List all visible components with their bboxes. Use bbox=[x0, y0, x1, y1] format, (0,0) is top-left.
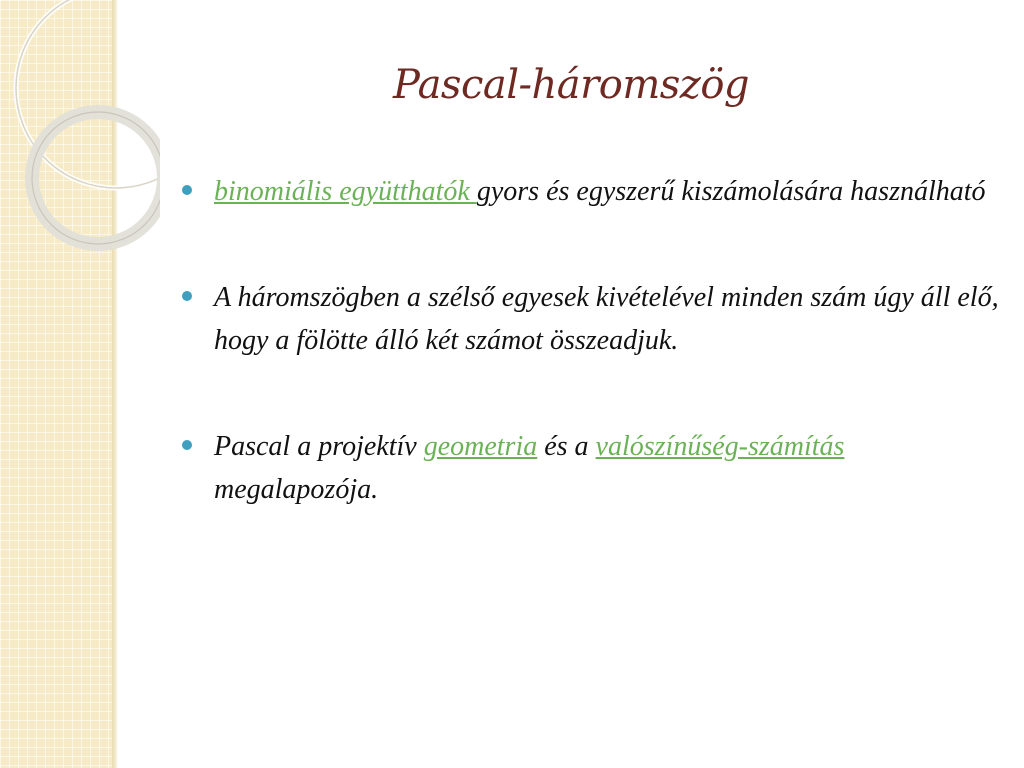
bullet-3-text-mid: és a bbox=[537, 431, 596, 462]
bullet-item-1 bbox=[182, 170, 1002, 213]
link-valoszinuseg-szamitas[interactable]: valószínűség-számítás bbox=[595, 431, 845, 462]
slide-title: Pascal-háromszög bbox=[392, 62, 750, 108]
bullet-dot-icon bbox=[182, 185, 192, 195]
link-binomialis-egyutthatok[interactable]: binomiális együtthatók bbox=[214, 176, 477, 207]
bullet-dot-icon bbox=[182, 440, 192, 450]
bullet-1-text: gyors és egyszerű kiszámolására használható bbox=[476, 176, 986, 207]
bullet-item-3 bbox=[182, 425, 1002, 511]
bullet-dot-icon bbox=[182, 291, 192, 301]
bullet-3-text-before: Pascal a projektív bbox=[214, 431, 424, 462]
bullet-list bbox=[182, 170, 1002, 574]
decor-circles bbox=[0, 0, 160, 260]
bullet-2-text: A háromszögben a szélső egyesek kivételével minden szám úgy áll elő, hogy a fölötte álló két számot összeadjuk. bbox=[214, 282, 999, 356]
bullet-3-text-after: megalapozója. bbox=[214, 474, 379, 505]
bullet-item-2 bbox=[182, 276, 1002, 362]
link-geometria[interactable]: geometria bbox=[423, 431, 538, 462]
